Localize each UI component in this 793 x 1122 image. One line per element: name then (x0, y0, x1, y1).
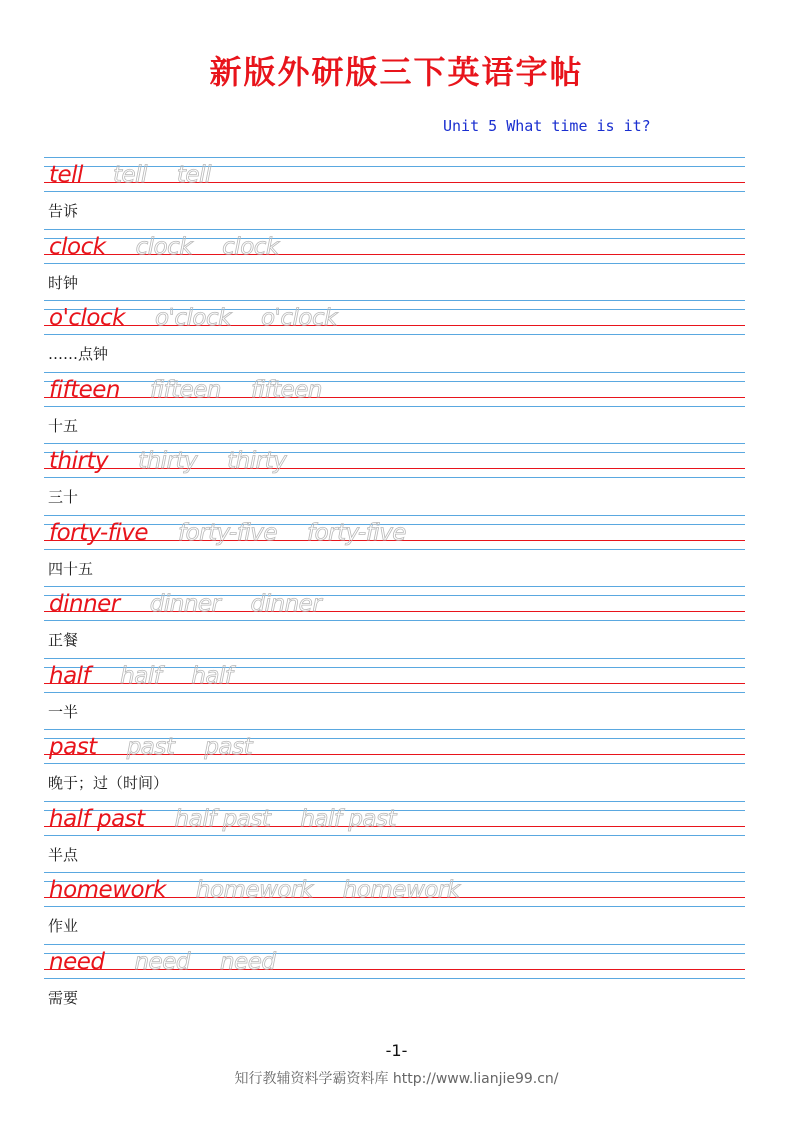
word-practice-line (49, 303, 337, 333)
guide-line-top (44, 443, 745, 444)
word-practice-line (49, 232, 279, 262)
trace-word-1: thirty (138, 448, 198, 474)
copybook-row (44, 300, 745, 372)
guide-line-top (44, 658, 745, 659)
guide-line-top (44, 157, 745, 158)
copybook-row (44, 443, 745, 515)
trace-word-1: forty-five (177, 519, 277, 546)
unit-subtitle: Unit 5 What time is it? (443, 117, 651, 135)
word-meaning: 时钟 (48, 273, 79, 292)
guide-line-bottom (44, 477, 745, 478)
word-practice-line (49, 804, 396, 834)
trace-word-2: past (204, 734, 253, 760)
trace-word-1: o'clock (154, 305, 231, 331)
guide-line-bottom (44, 406, 745, 407)
copybook-row (44, 729, 745, 801)
trace-word-2: fifteen (250, 376, 322, 403)
vocab-word: homework (49, 877, 166, 903)
copybook-row (44, 658, 745, 730)
vocab-word: past (49, 734, 97, 760)
word-meaning: 晚于；过（时间） (48, 774, 169, 792)
copybook-row (44, 372, 745, 444)
guide-line-bottom (44, 334, 745, 335)
guide-line-bottom (44, 906, 745, 907)
trace-word-2: dinner (250, 591, 322, 617)
trace-word-2: homework (342, 877, 460, 903)
trace-word-1: dinner (149, 591, 221, 617)
guide-line-bottom (44, 763, 745, 764)
guide-line-bottom (44, 263, 745, 264)
guide-line-top (44, 586, 745, 587)
vocab-word: need (49, 948, 105, 975)
word-practice-line (49, 589, 321, 619)
vocab-word: o'clock (49, 305, 125, 331)
page-title: 新版外研版三下英语字帖 (209, 53, 584, 91)
copybook-row (44, 586, 745, 658)
guide-line-top (44, 801, 745, 802)
page-number: -1- (385, 1041, 408, 1060)
trace-word-2: clock (222, 233, 279, 260)
word-practice-line (49, 732, 252, 762)
trace-word-1: clock (135, 233, 193, 260)
word-meaning: 十五 (48, 416, 79, 435)
guide-line-bottom (44, 620, 745, 621)
guide-line-top (44, 300, 745, 301)
trace-word-2: half (191, 662, 233, 689)
word-practice-line (49, 375, 322, 405)
trace-word-2: o'clock (260, 305, 337, 331)
guide-line-bottom (44, 835, 745, 836)
copybook-row (44, 229, 745, 301)
trace-word-1: half (120, 662, 162, 689)
word-practice-line (49, 661, 233, 691)
trace-word-1: half past (174, 805, 271, 832)
trace-word-1: past (126, 734, 175, 760)
guide-line-top (44, 372, 745, 373)
word-meaning: 四十五 (48, 559, 94, 578)
copybook-row (44, 157, 745, 229)
trace-word-2: tell (176, 162, 211, 188)
guide-line-bottom (44, 191, 745, 192)
copybook-row (44, 872, 745, 944)
guide-line-bottom (44, 692, 745, 693)
vocab-word: half past (49, 805, 145, 832)
trace-word-1: tell (112, 162, 147, 188)
footer-source: 知行教辅资料学霸资料库 http://www.lianjie99.cn/ (234, 1071, 559, 1087)
trace-word-2: need (219, 948, 276, 975)
vocab-word: tell (49, 162, 83, 188)
word-meaning: 半点 (48, 845, 79, 864)
word-meaning: ……点钟 (48, 345, 109, 363)
trace-word-1: need (134, 948, 190, 975)
guide-line-top (44, 944, 745, 945)
vocab-word: thirty (49, 448, 109, 474)
copybook-row (44, 801, 745, 873)
word-practice-line (49, 160, 211, 190)
trace-word-2: thirty (227, 448, 287, 474)
copybook-row (44, 944, 745, 1016)
vocab-word: half (49, 662, 91, 689)
word-practice-line (49, 446, 286, 476)
guide-line-bottom (44, 978, 745, 979)
trace-word-1: homework (195, 877, 313, 903)
guide-line-bottom (44, 549, 745, 550)
word-meaning: 一半 (48, 702, 79, 721)
word-practice-line (49, 947, 275, 977)
trace-word-2: half past (300, 805, 397, 832)
word-meaning: 需要 (48, 988, 79, 1007)
word-meaning: 告诉 (48, 202, 79, 220)
guide-line-top (44, 515, 745, 516)
vocab-word: fifteen (49, 376, 120, 403)
word-meaning: 作业 (48, 917, 79, 935)
word-meaning: 正餐 (48, 631, 79, 649)
guide-line-top (44, 872, 745, 873)
guide-line-top (44, 229, 745, 230)
vocab-word: clock (49, 233, 106, 260)
trace-word-2: forty-five (306, 519, 406, 546)
guide-line-top (44, 729, 745, 730)
word-practice-line (49, 518, 406, 548)
word-meaning: 三十 (48, 488, 79, 506)
vocab-word: dinner (49, 591, 120, 617)
trace-word-1: fifteen (149, 376, 221, 403)
copybook-row (44, 515, 745, 587)
vocab-word: forty-five (49, 519, 148, 546)
word-practice-line (49, 875, 460, 905)
copybook-rows (44, 157, 745, 1015)
